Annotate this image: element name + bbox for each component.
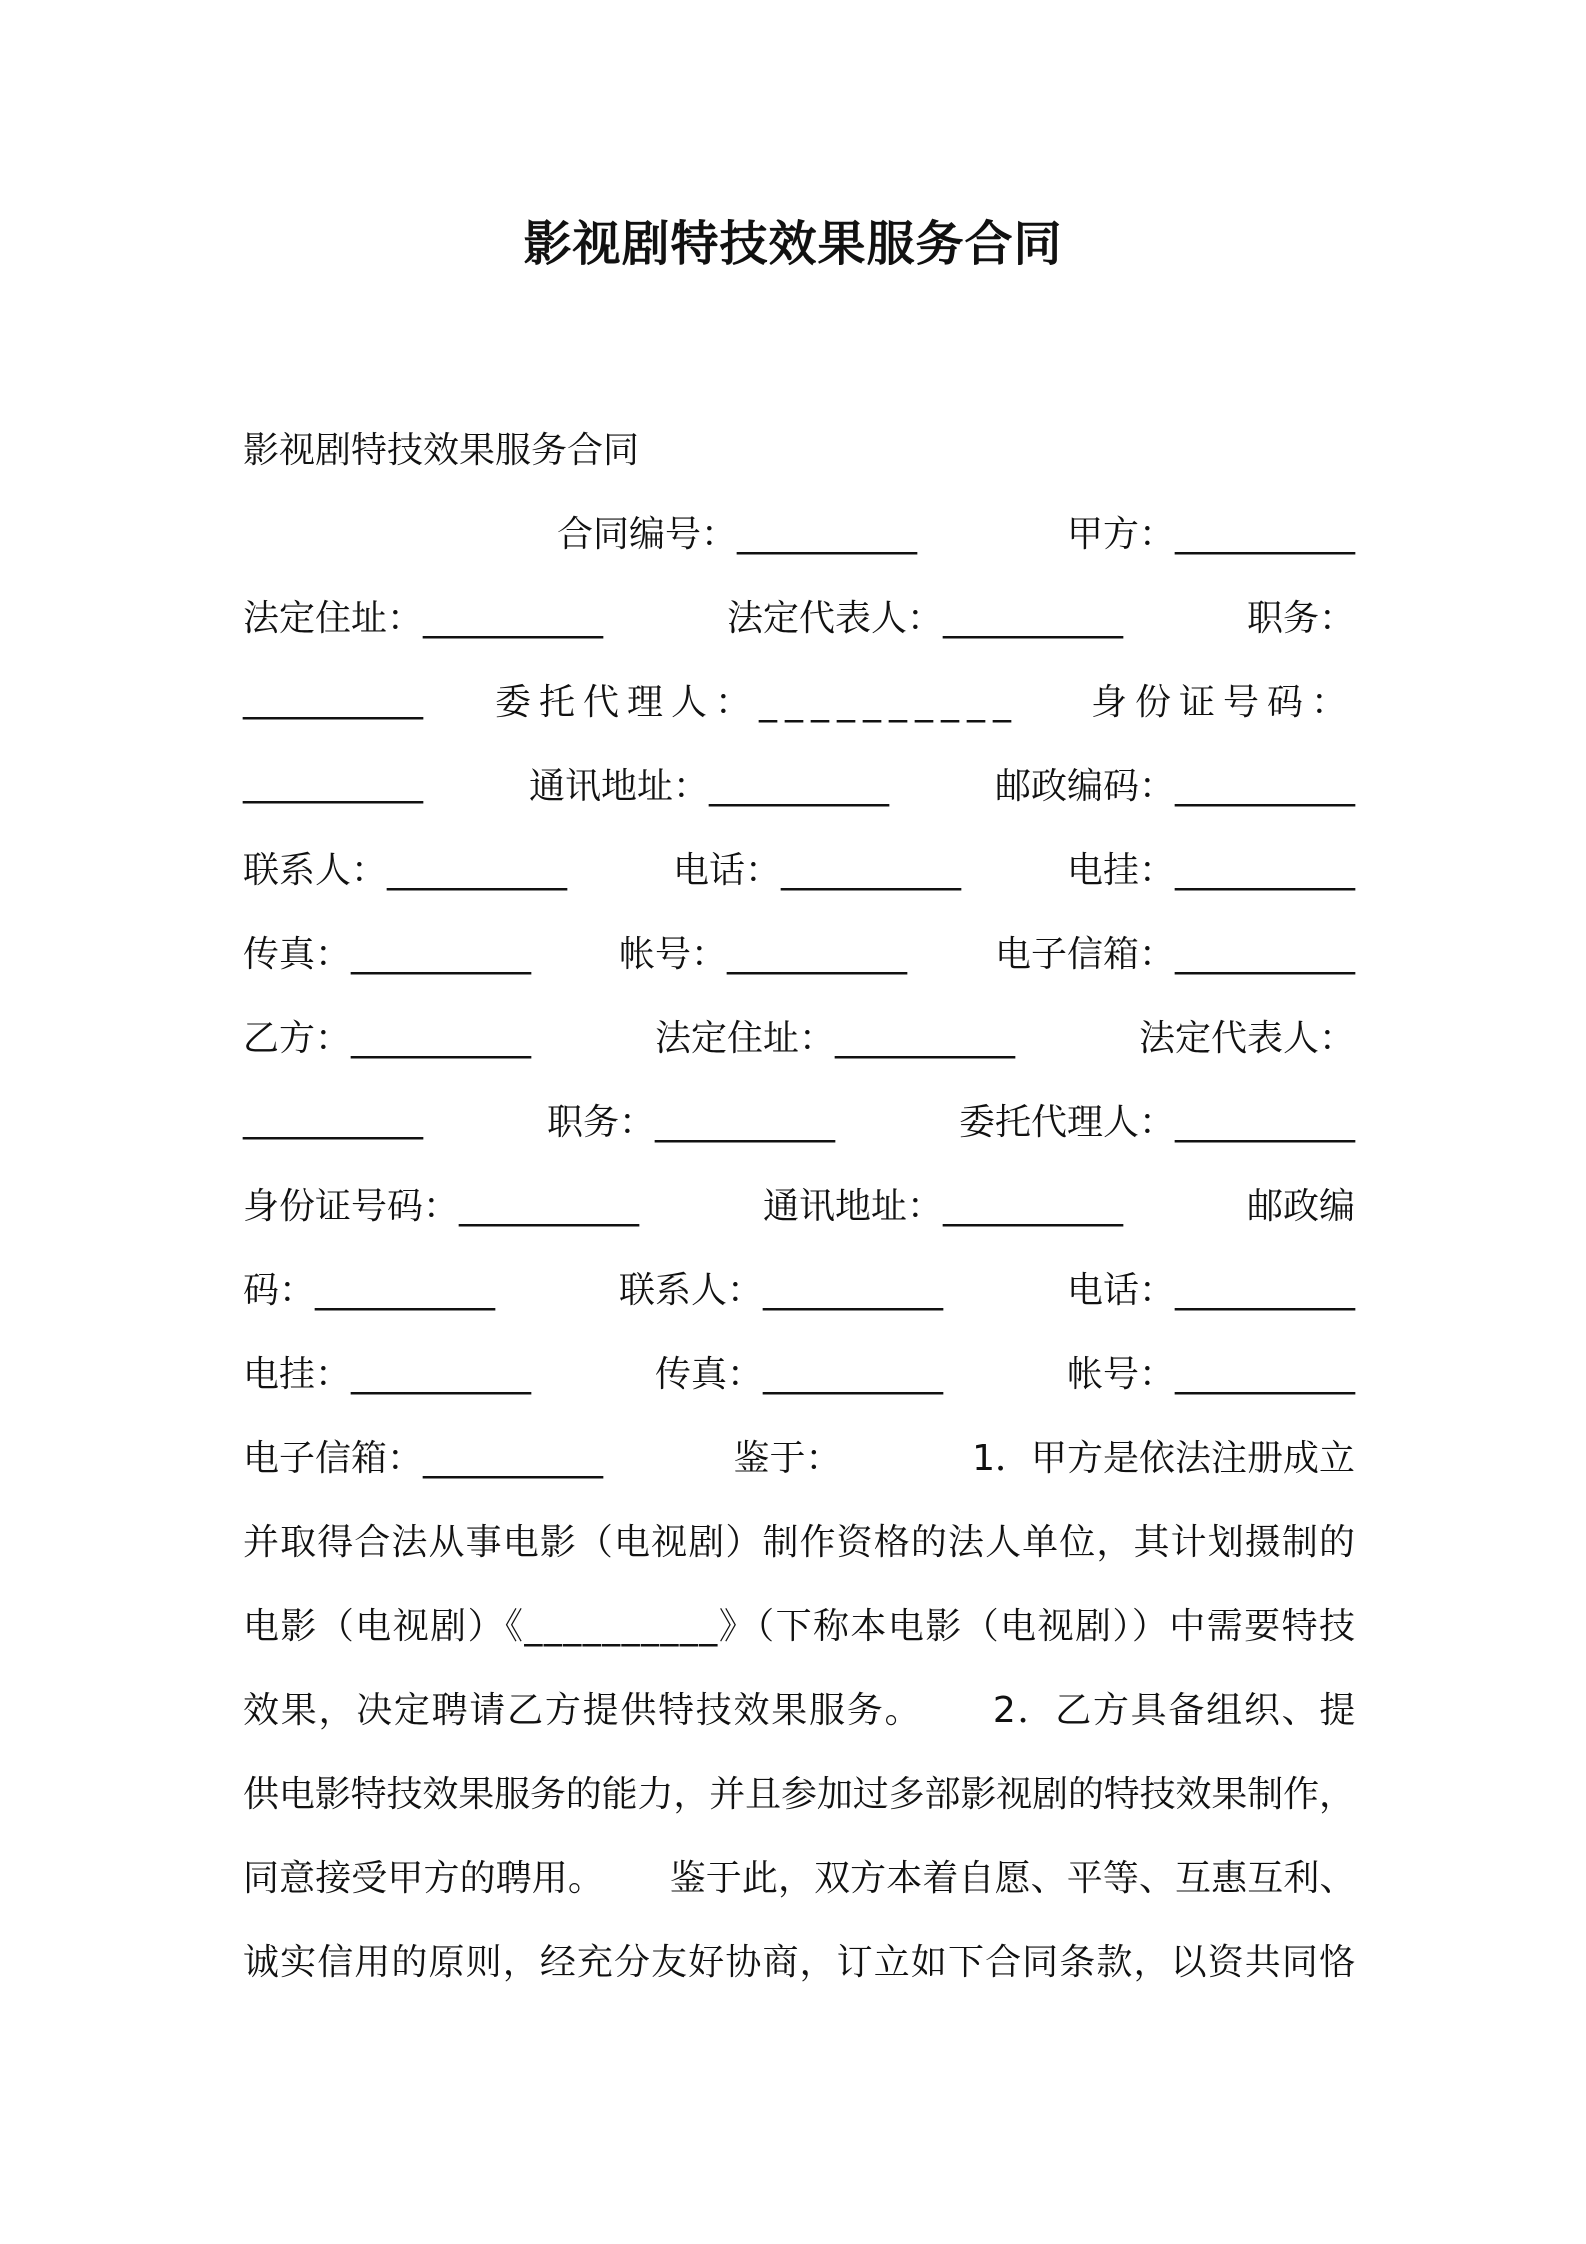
contract-number-field: 合同编号：__________: [556, 513, 917, 555]
party-b-email-field: 电子信箱：__________: [243, 1437, 604, 1479]
party-a-fax-field: 传真：__________: [243, 933, 532, 975]
paragraph-text: 诚实信用的原则，经充分友好协商，订立如下合同条款，以资共同恪: [243, 1941, 1357, 1983]
field-line-2: [243, 573, 1355, 657]
recital-1-start: 1．甲方是依法注册成立: [972, 1437, 1355, 1479]
whereas-label: 鉴于：: [733, 1437, 842, 1479]
paragraph-text: 并取得合法从事电影（电视剧）制作资格的法人单位，其计划摄制的: [243, 1521, 1357, 1563]
party-a-position-label: 职务：: [1246, 597, 1355, 639]
party-a-id-blank: __________: [243, 762, 423, 804]
field-line-12: [243, 1413, 1355, 1497]
party-b-mail-address-field: 通讯地址：__________: [762, 1185, 1123, 1227]
paragraph-line-3: [243, 1665, 1358, 1749]
field-line-9: [243, 1161, 1355, 1245]
paragraph-text: 电影（电视剧）《__________》（下称本电影（电视剧））中需要特技: [243, 1605, 1357, 1647]
party-a-telegraph-field: 电挂：__________: [1066, 849, 1355, 891]
field-line-7: [243, 993, 1355, 1077]
field-line-8: [243, 1077, 1355, 1161]
field-line-11: [243, 1329, 1355, 1413]
field-line-6: [243, 909, 1355, 993]
party-a-position-blank: __________: [243, 678, 423, 720]
document-title: 影视剧特技效果服务合同: [523, 216, 1063, 272]
party-a-phone-field: 电话：__________: [672, 849, 961, 891]
party-a-account-field: 帐号：__________: [618, 933, 907, 975]
party-a-legal-rep-field: 法定代表人：__________: [726, 597, 1123, 639]
party-b-telegraph-field: 电挂：__________: [243, 1353, 532, 1395]
party-b-address-field: 法定住址：__________: [654, 1017, 1015, 1059]
document-subtitle: [243, 405, 1355, 489]
field-line-1: [243, 489, 1355, 573]
party-a-contact-field: 联系人：__________: [243, 849, 568, 891]
party-b-account-field: 帐号：__________: [1066, 1353, 1355, 1395]
party-b-legal-rep-label: 法定代表人：: [1138, 1017, 1355, 1059]
subtitle-text: 影视剧特技效果服务合同: [243, 429, 640, 471]
party-b-postcode-label: 邮政编: [1246, 1185, 1355, 1227]
paragraph-line-5: [243, 1833, 1355, 1917]
party-b-postcode-blank: 码：__________: [243, 1269, 496, 1311]
paragraph-line-1: [243, 1497, 1355, 1581]
paragraph-text: 同意接受甲方的聘用。 鉴于此，双方本着自愿、平等、互惠互利、: [243, 1857, 1356, 1899]
party-a-postcode-field: 邮政编码：__________: [994, 765, 1355, 807]
paragraph-line-2: [243, 1581, 1355, 1665]
party-a-mail-address-field: 通讯地址：__________: [528, 765, 889, 807]
field-line-4: [243, 741, 1355, 825]
party-a-field: 甲方：__________: [1066, 513, 1355, 555]
paragraph-line-6: [243, 1917, 1355, 2001]
paragraph-text: 效果，决定聘请乙方提供特技效果服务。 2．乙方具备组织、提: [243, 1689, 1358, 1731]
party-b-legal-rep-blank: __________: [243, 1098, 423, 1140]
party-b-fax-field: 传真：__________: [654, 1353, 943, 1395]
party-a-email-field: 电子信箱：__________: [994, 933, 1355, 975]
party-b-phone-field: 电话：__________: [1066, 1269, 1355, 1311]
paragraph-text: 供电影特技效果服务的能力，并且参加过多部影视剧的特技效果制作，: [243, 1773, 1355, 1815]
party-b-contact-field: 联系人：__________: [618, 1269, 943, 1311]
party-b-agent-field: 委托代理人：__________: [958, 1101, 1355, 1143]
party-a-id-label: 身份证号码：: [1090, 681, 1355, 723]
party-a-address-field: 法定住址：__________: [243, 597, 604, 639]
party-b-field: 乙方：__________: [243, 1017, 532, 1059]
field-line-3: [243, 657, 1355, 741]
party-a-agent-field: 委托代理人：__________: [494, 681, 1019, 723]
field-line-5: [243, 825, 1355, 909]
party-b-position-field: 职务：__________: [546, 1101, 835, 1143]
field-line-10: [243, 1245, 1355, 1329]
document-body: [243, 405, 1358, 2001]
party-b-id-field: 身份证号码：__________: [243, 1185, 640, 1227]
paragraph-line-4: [243, 1749, 1355, 1833]
